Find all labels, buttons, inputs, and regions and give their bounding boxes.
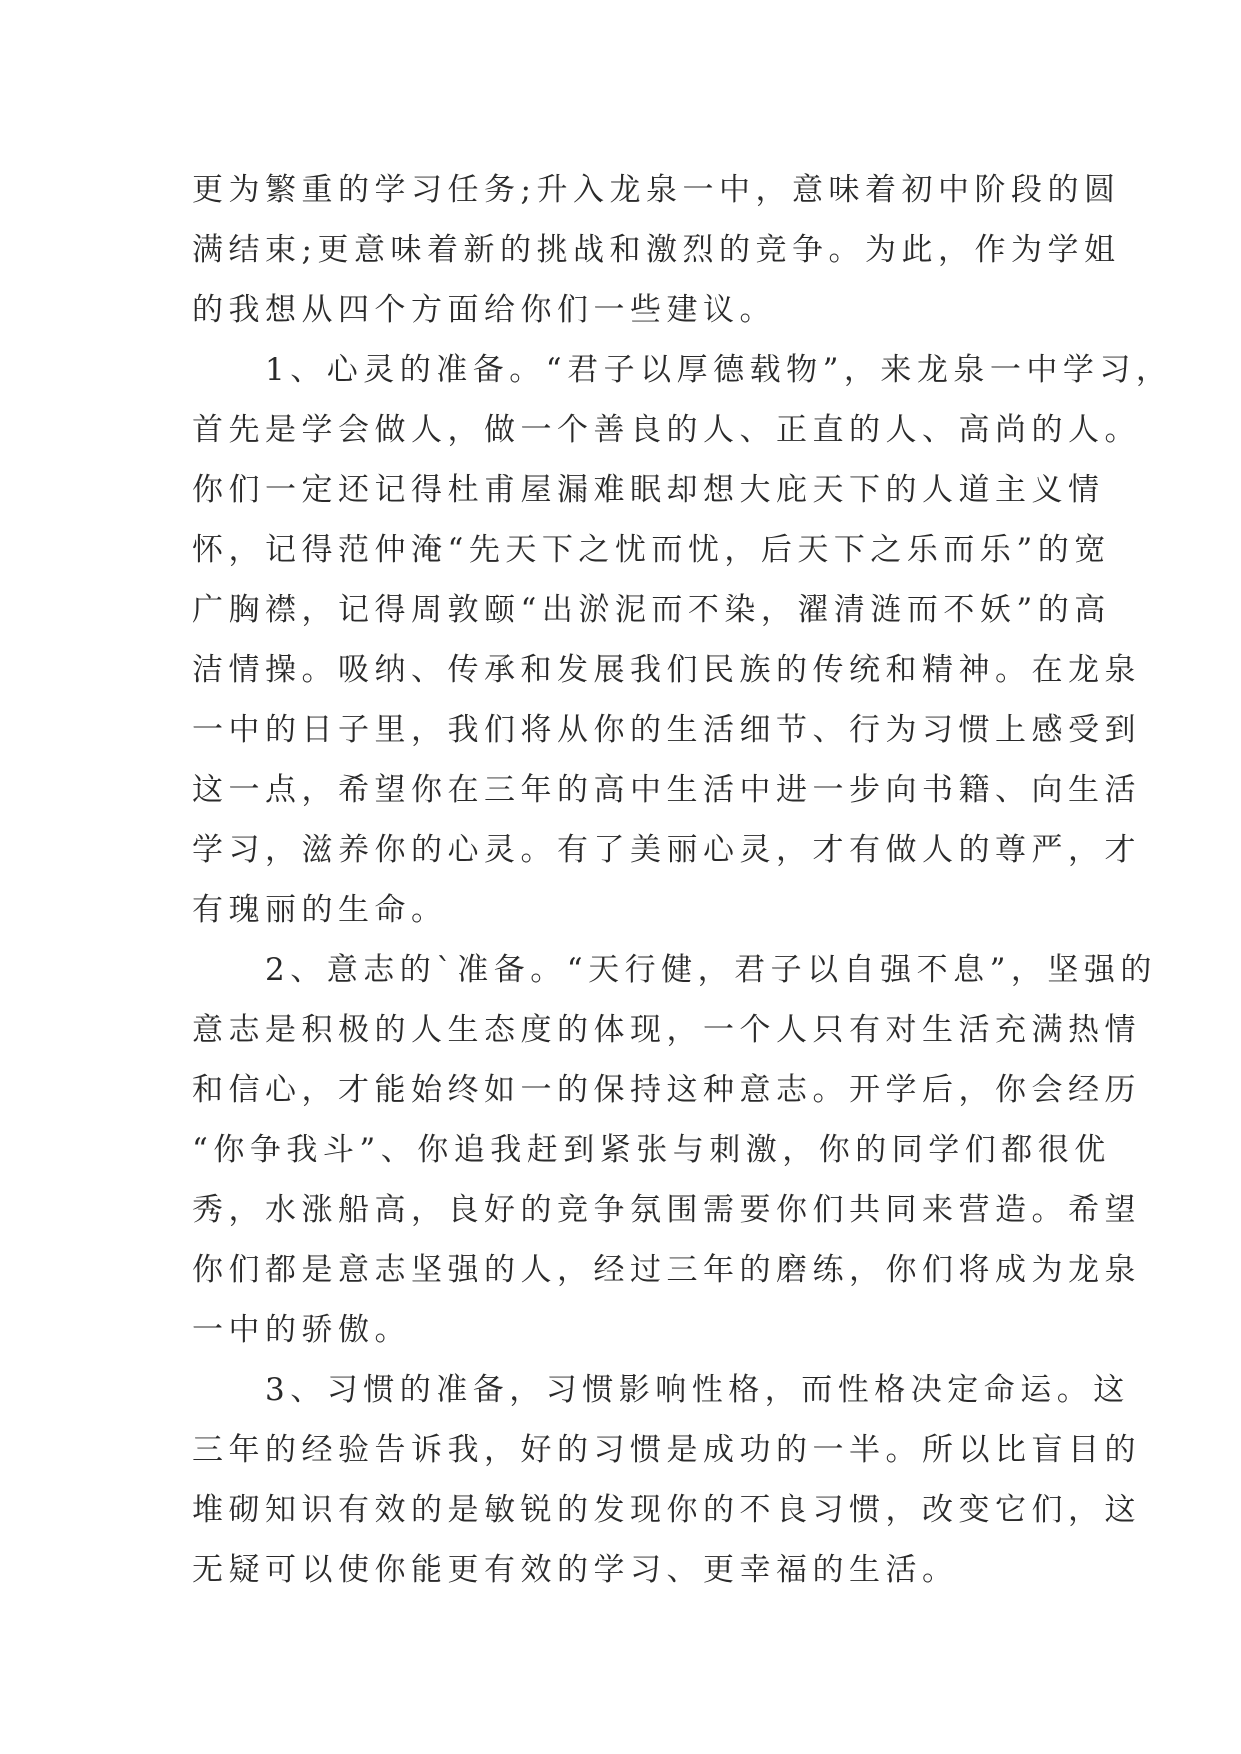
text-line: 满结束;更意味着新的挑战和激烈的竞争。为此，作为学姐 <box>192 232 1121 268</box>
text-line: 怀，记得范仲淹“先天下之忧而忧，后天下之乐而乐”的宽 <box>192 532 1111 568</box>
text-line: 2、意志的`准备。“天行健，君子以自强不息”，坚强的 <box>192 952 1157 988</box>
text-line: 一中的日子里，我们将从你的生活细节、行为习惯上感受到 <box>192 712 1141 748</box>
text-line: 3、习惯的准备，习惯影响性格，而性格决定命运。这 <box>192 1372 1130 1408</box>
text-line: 首先是学会做人，做一个善良的人、正直的人、高尚的人。 <box>192 412 1141 448</box>
text-line: 三年的经验告诉我，好的习惯是成功的一半。所以比盲目的 <box>192 1432 1141 1468</box>
text-line: 你们都是意志坚强的人，经过三年的磨练，你们将成为龙泉 <box>192 1252 1141 1288</box>
text-line: 堆砌知识有效的是敏锐的发现你的不良习惯，改变它们，这 <box>192 1492 1141 1528</box>
text-line: 有瑰丽的生命。 <box>192 892 448 928</box>
text-line: 无疑可以使你能更有效的学习、更幸福的生活。 <box>192 1552 959 1588</box>
text-line: 一中的骄傲。 <box>192 1312 411 1348</box>
text-line: 秀，水涨船高，良好的竞争氛围需要你们共同来营造。希望 <box>192 1192 1141 1228</box>
text-line: 的我想从四个方面给你们一些建议。 <box>192 292 776 328</box>
text-line: 你们一定还记得杜甫屋漏难眠却想大庇天下的人道主义情 <box>192 472 1105 508</box>
text-line: 和信心，才能始终如一的保持这种意志。开学后，你会经历 <box>192 1072 1141 1108</box>
text-line: 更为繁重的学习任务;升入龙泉一中，意味着初中阶段的圆 <box>192 172 1121 208</box>
text-line: 意志是积极的人生态度的体现，一个人只有对生活充满热情 <box>192 1012 1141 1048</box>
text-line: 学习，滋养你的心灵。有了美丽心灵，才有做人的尊严，才 <box>192 832 1141 868</box>
text-line: 广胸襟，记得周敦颐“出淤泥而不染，濯清涟而不妖”的高 <box>192 592 1111 628</box>
text-line: “你争我斗”、你追我赶到紧张与刺激，你的同学们都很优 <box>192 1132 1111 1168</box>
text-line: 1、心灵的准备。“君子以厚德载物”，来龙泉一中学习， <box>192 352 1173 388</box>
text-line: 这一点，希望你在三年的高中生活中进一步向书籍、向生活 <box>192 772 1141 808</box>
body-text <box>192 160 1173 1600</box>
text-line: 洁情操。吸纳、传承和发展我们民族的传统和精神。在龙泉 <box>192 652 1141 688</box>
